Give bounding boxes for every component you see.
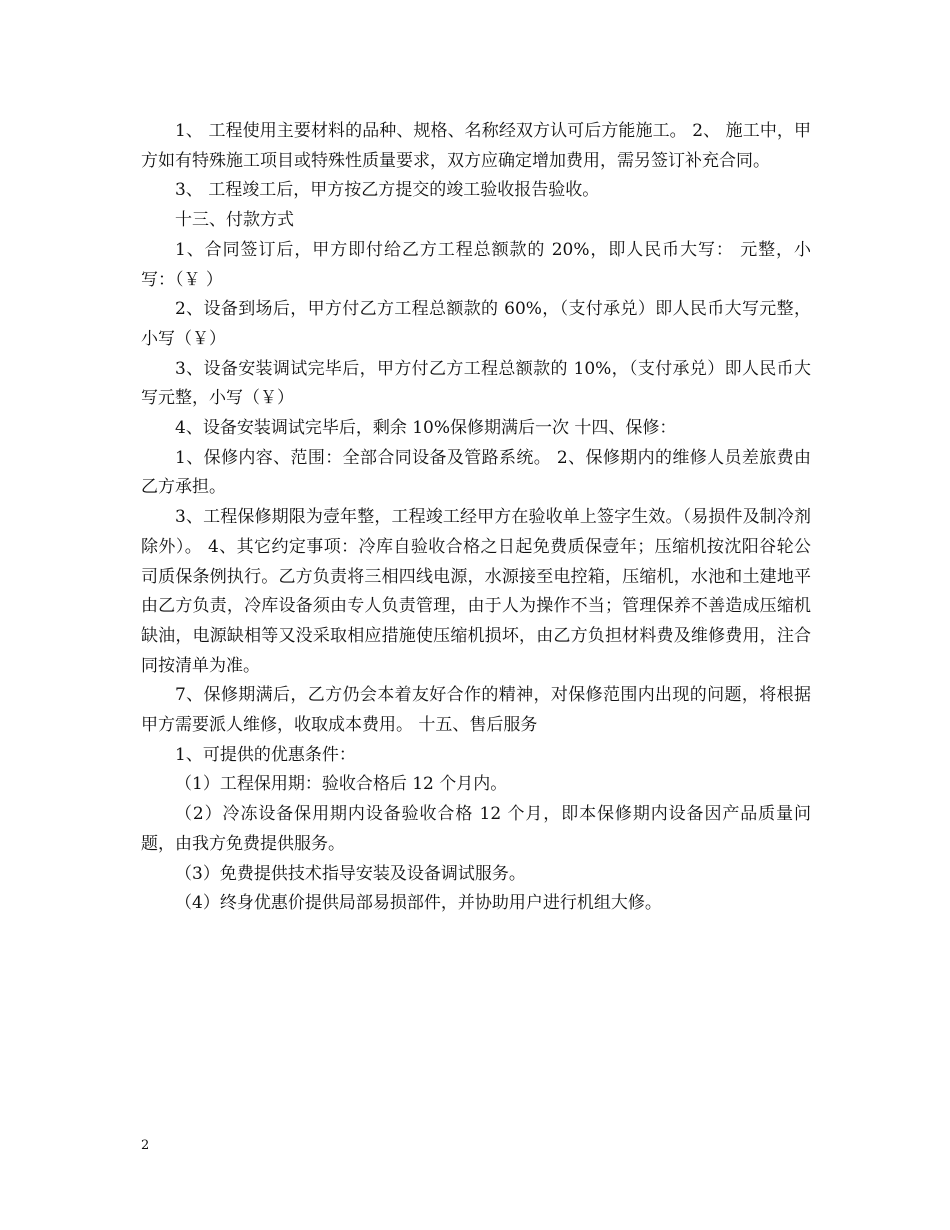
paragraph-payment-2: 2、设备到场后，甲方付乙方工程总额款的 60%，（支付承兑）即人民币大写元整，小写（￥） [141,299,811,349]
paragraph-acceptance: 3、 工程竣工后，甲方按乙方提交的竣工验收报告验收。 [175,180,600,201]
list-item-service-2: （2）冷冻设备保用期内设备验收合格 12 个月，即本保修期内设备因产品质量问题，由我方免费提供服务。 [141,804,811,854]
section-heading-payment: 十三、付款方式 [175,210,294,231]
paragraph-payment-1: 1、合同签订后，甲方即付给乙方工程总额款的 20%，即人民币大写： 元整，小写：（￥ ） [141,239,811,290]
list-item-service-3: （3）免费提供技术指导安装及设备调试服务。 [175,863,526,884]
paragraph-warranty-3: 3、工程保修期限为壹年整，工程竣工经甲方在验收单上签字生效。（易损件及制冷剂除外）。 4、其它约定事项：冷库自验收合格之日起免费质保壹年；压缩机按沈阳谷轮公司质保条例执行。乙方负责将三相四线电源，水源接至电控箱，压缩机，水池和土建地平由乙方负责，冷库设备须由专人负责管理，由于人为操作不当；管理保养不善造成压缩机缺油，电源缺相等又没采取相应措施使压缩机损坏，由乙方负担材料费及维修费用，注合同按清单为准。 [141,507,811,676]
paragraph-payment-4: 4、设备安装调试完毕后，剩余 10%保修期满后一次 十四、保修： [175,418,677,439]
paragraph-materials: 1、 工程使用主要材料的品种、规格、名称经双方认可后方能施工。 2、 施工中，甲方如有特殊施工项目或特殊性质量要求，双方应确定增加费用，需另签订补充合同。 [141,121,811,171]
list-item-service-1: （1）工程保用期：验收合格后 12 个月内。 [175,774,508,795]
document-body [141,117,811,919]
paragraph-payment-3: 3、设备安装调试完毕后，甲方付乙方工程总额款的 10%，（支付承兑）即人民币大写元整，小写（￥） [141,358,811,409]
paragraph-warranty-1: 1、保修内容、范围：全部合同设备及管路系统。 2、保修期内的维修人员差旅费由乙方承担。 [141,447,811,498]
paragraph-service-1: 1、可提供的优惠条件： [175,744,356,765]
page-number: 2 [141,1138,150,1153]
paragraph-warranty-7: 7、保修期满后，乙方仍会本着友好合作的精神，对保修范围内出现的问题，将根据甲方需要派人维修，收取成本费用。 十五、售后服务 [141,685,811,736]
list-item-service-4: （4）终身优惠价提供局部易损部件，并协助用户进行机组大修。 [175,893,662,914]
